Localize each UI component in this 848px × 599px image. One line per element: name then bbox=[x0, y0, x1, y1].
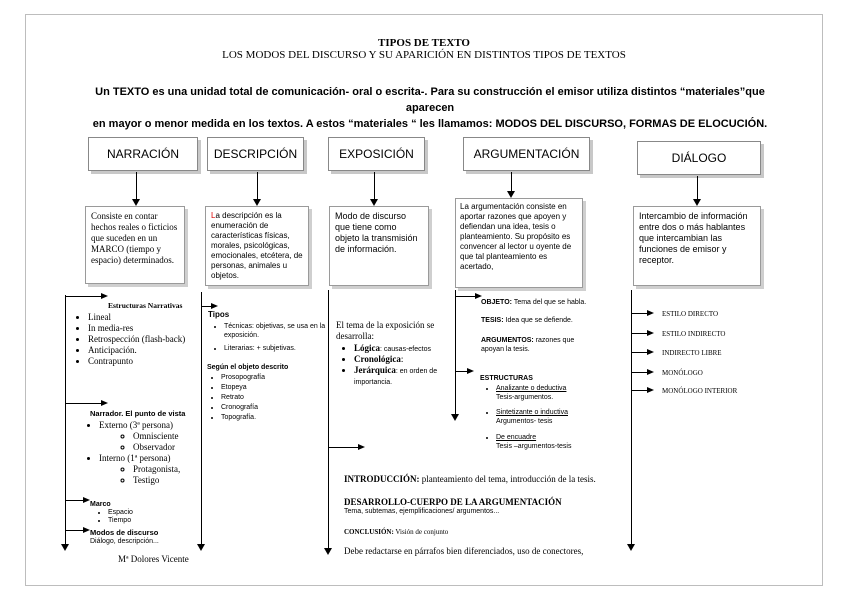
argumentacion-bracket-arrow bbox=[451, 414, 459, 421]
dialogo-bracket-arrow bbox=[627, 544, 635, 551]
narracion-branch-4 bbox=[65, 530, 83, 531]
descripcion-objeto-list bbox=[207, 373, 321, 423]
narracion-branch-3-arrow bbox=[83, 497, 90, 503]
descripcion-tipos-list bbox=[210, 322, 328, 353]
narracion-estructuras-list bbox=[74, 312, 208, 367]
dialogo-branch-3 bbox=[631, 352, 647, 353]
argumentacion-bracket bbox=[455, 290, 456, 416]
intro-line-1: Un TEXTO es una unidad total de comunicación- oral o escrita-. Para su construcción el emisor utiliza distintos “materiales”que aparecen bbox=[95, 86, 765, 114]
list-item: • Cronografía bbox=[221, 403, 321, 413]
intro-line-2: en mayor o menor medida en los textos. A estos “materiales “ les llamamos: MODOS DEL DISCURSO, FORMAS DE ELOCUCIÓN. bbox=[92, 118, 768, 130]
mode-exposicion-box bbox=[328, 137, 425, 171]
logica-label: Lógica bbox=[354, 343, 380, 353]
narracion-branch-1 bbox=[65, 296, 101, 297]
list-item: • Etopeya bbox=[221, 383, 321, 393]
narracion-branch-2-arrow bbox=[101, 400, 108, 406]
argumentacion-desarrollo-text: Tema, subtemas, ejemplificaciones/ argumentos... bbox=[344, 508, 500, 515]
argumentacion-branch-2-arrow bbox=[467, 368, 474, 374]
argumentacion-branch-1 bbox=[455, 296, 475, 297]
dialogo-branch-5 bbox=[631, 390, 647, 391]
argumentacion-objeto bbox=[481, 299, 591, 307]
narracion-modos-text: Diálogo, descripción... bbox=[90, 538, 159, 545]
descripcion-branch-1-arrow bbox=[211, 303, 218, 309]
mode-descripcion-label: DESCRIPCIÓN bbox=[213, 147, 298, 161]
argumentacion-introduccion bbox=[344, 474, 612, 485]
connector-dialogo bbox=[697, 176, 698, 201]
dialogo-estilo-directo: ESTILO DIRECTO bbox=[662, 310, 719, 318]
list-item: ◦ Omnisciente bbox=[133, 431, 224, 442]
argumentos-text: razones que apoyan la tesis. bbox=[481, 337, 575, 353]
dialogo-branch-1-arrow bbox=[647, 310, 654, 316]
objeto-text: Tema del que se habla. bbox=[512, 299, 587, 306]
list-item: • Retrospección (flash-back) bbox=[88, 334, 208, 345]
argumentacion-desarrollo-label: DESARROLLO-CUERPO DE LA ARGUMENTACIÓN bbox=[344, 497, 562, 507]
list-item bbox=[496, 433, 606, 451]
mode-argumentacion-box bbox=[463, 137, 590, 171]
dialogo-estilo-indirecto: ESTILO INDIRECTO bbox=[662, 330, 726, 338]
list-item: • Contrapunto bbox=[88, 356, 208, 367]
list-item: • Topografía. bbox=[221, 413, 321, 423]
list-item: • Anticipación. bbox=[88, 345, 208, 356]
exposicion-branch-1-arrow bbox=[358, 444, 365, 450]
narracion-branch-3 bbox=[65, 500, 83, 501]
tesis-label: TESIS: bbox=[481, 317, 504, 324]
sintetizante-sub: Argumentos- tesis bbox=[496, 418, 553, 425]
cronologica-label: Cronológica bbox=[354, 354, 401, 364]
arrow-dialogo bbox=[693, 199, 701, 206]
page-title: TIPOS DE TEXTO bbox=[378, 37, 470, 49]
list-item bbox=[496, 384, 606, 402]
dialogo-bracket bbox=[631, 290, 632, 546]
argumentacion-branch-2 bbox=[455, 371, 467, 372]
logica-text: : causas-efectos bbox=[380, 346, 431, 353]
cronologica-text: : bbox=[400, 354, 404, 364]
list-item bbox=[99, 420, 224, 453]
narracion-modos-title: Modos de discurso bbox=[90, 528, 159, 537]
dialogo-monologo-interior: MONÓLOGO INTERIOR bbox=[662, 387, 738, 395]
narracion-estructuras-title: Estructuras Narrativas bbox=[108, 301, 183, 310]
intro-text bbox=[70, 84, 790, 132]
encuadre-label: De encuadre bbox=[496, 434, 537, 441]
connector-argumentacion bbox=[511, 172, 512, 193]
mode-descripcion-box bbox=[207, 137, 304, 171]
conclusion-text: Visión de conjunto bbox=[393, 528, 449, 536]
argumentos-label: ARGUMENTOS: bbox=[481, 337, 534, 344]
narracion-branch-4-arrow bbox=[83, 527, 90, 533]
narrador-externo: Externo (3ª persona) bbox=[99, 420, 173, 430]
argumentacion-argumentos bbox=[481, 336, 599, 354]
list-item: ◦ Protagonista, bbox=[133, 464, 224, 475]
arrow-descripcion bbox=[253, 199, 261, 206]
dialogo-indirecto-libre: INDIRECTO LIBRE bbox=[662, 349, 722, 357]
narracion-narrador-title: Narrador. El punto de vista bbox=[90, 409, 186, 418]
narracion-marco-title: Marco bbox=[90, 501, 111, 508]
introduccion-text: planteamiento del tema, introducción de la tesis. bbox=[419, 474, 596, 484]
dialogo-monologo: MONÓLOGO bbox=[662, 369, 703, 377]
dialogo-branch-2-arrow bbox=[647, 330, 654, 336]
exposicion-branch-1 bbox=[328, 447, 358, 448]
narracion-bracket bbox=[65, 295, 66, 546]
descripcion-bracket bbox=[201, 292, 202, 546]
definition-descripcion bbox=[205, 206, 309, 286]
dialogo-branch-1 bbox=[631, 313, 647, 314]
exposicion-bracket-arrow bbox=[324, 548, 332, 555]
connector-descripcion bbox=[257, 172, 258, 201]
narracion-marco-list bbox=[94, 509, 188, 525]
mode-dialogo-label: DIÁLOGO bbox=[671, 151, 727, 165]
list-item: • Literarias: + subjetivas. bbox=[224, 344, 328, 353]
descripcion-tipos-title: Tipos bbox=[208, 310, 230, 319]
analizante-label: Analizante o deductiva bbox=[496, 385, 567, 392]
list-item: • In media-res bbox=[88, 323, 208, 334]
narracion-branch-1-arrow bbox=[101, 293, 108, 299]
dialogo-branch-4-arrow bbox=[647, 369, 654, 375]
list-item: ◦ Observador bbox=[133, 442, 224, 453]
narracion-bracket-arrow bbox=[61, 544, 69, 551]
definition-dialogo: Intercambio de información entre dos o más hablantes que intercambian las funciones de emisor y receptor. bbox=[633, 206, 761, 286]
narracion-narrador-list bbox=[85, 420, 224, 486]
list-item: • Técnicas: objetivas, se usa en la exposición. bbox=[224, 322, 328, 340]
dialogo-branch-3-arrow bbox=[647, 349, 654, 355]
exposicion-tema-list bbox=[340, 343, 472, 387]
author-name: Mª Dolores Vicente bbox=[118, 554, 189, 564]
list-item: • Prosopografía bbox=[221, 373, 321, 383]
definition-narracion: Consiste en contar hechos reales o ficticios que suceden en un MARCO (tiempo y espacio) determinados. bbox=[85, 206, 185, 284]
argumentacion-conclusion bbox=[344, 527, 604, 537]
jerarquica-text: : en orden de importancia. bbox=[354, 368, 438, 386]
jerarquica-label: Jerárquica bbox=[354, 365, 396, 375]
page-subtitle: LOS MODOS DEL DISCURSO Y SU APARICIÓN EN DISTINTOS TIPOS DE TEXTOS bbox=[222, 49, 626, 61]
descripcion-bracket-arrow bbox=[197, 544, 205, 551]
list-item: • Tiempo bbox=[108, 517, 188, 525]
definition-exposicion: Modo de discurso que tiene como objeto la transmisión de información. bbox=[329, 206, 429, 286]
introduccion-label: INTRODUCCIÓN: bbox=[344, 474, 420, 484]
exposicion-tema-intro: El tema de la exposición se desarrolla: bbox=[336, 320, 435, 341]
encuadre-sub: Tesis –argumentos-tesis bbox=[496, 443, 572, 450]
list-item: • Lineal bbox=[88, 312, 208, 323]
list-item: ◦ Testigo bbox=[133, 475, 224, 486]
list-item bbox=[99, 453, 224, 486]
tesis-text: Idea que se defiende. bbox=[503, 317, 573, 324]
connector-narracion bbox=[136, 172, 137, 201]
mode-narracion-box bbox=[88, 137, 198, 171]
argumentacion-tesis bbox=[481, 317, 591, 325]
list-item: • Espacio bbox=[108, 509, 188, 517]
narrador-interno: Interno (1ª persona) bbox=[99, 453, 171, 463]
dialogo-branch-4 bbox=[631, 372, 647, 373]
arrow-narracion bbox=[132, 199, 140, 206]
mode-argumentacion-label: ARGUMENTACIÓN bbox=[473, 147, 580, 161]
analizante-sub: Tesis-argumentos. bbox=[496, 394, 554, 401]
mode-exposicion-label: EXPOSICIÓN bbox=[339, 147, 414, 161]
arrow-argumentacion bbox=[507, 191, 515, 198]
descripcion-objeto-title: Según el objeto descrito bbox=[207, 364, 289, 371]
mode-narracion-label: NARRACIÓN bbox=[106, 147, 179, 161]
arrow-exposicion bbox=[370, 199, 378, 206]
definition-argumentacion: La argumentación consiste en aportar razones que apoyen y defiendan una idea, tesis o planteamiento. Su propósito es convencer al lector u oyente de que tal planteamiento es acertado, bbox=[455, 198, 583, 288]
argumentacion-redactar: Debe redactarse en párrafos bien diferenciados, uso de conectores, bbox=[344, 546, 584, 556]
dialogo-branch-2 bbox=[631, 333, 647, 334]
dialogo-branch-5-arrow bbox=[647, 387, 654, 393]
connector-exposicion bbox=[374, 172, 375, 201]
narracion-branch-2 bbox=[65, 403, 101, 404]
descripcion-branch-1 bbox=[201, 306, 211, 307]
definition-descripcion-text: a descripción es la enumeración de características físicas, morales, psicológicas, emocionales, etcétera, de personas, animales u objetos. bbox=[211, 211, 303, 280]
list-item: • Retrato bbox=[221, 393, 321, 403]
exposicion-bracket bbox=[328, 290, 329, 550]
mode-dialogo-box bbox=[637, 141, 761, 175]
drop-letter: L bbox=[211, 211, 216, 220]
conclusion-label: CONCLUSIÓN: bbox=[344, 528, 394, 536]
sintetizante-label: Sintetizante o inductiva bbox=[496, 409, 568, 416]
argumentacion-estructuras-title: ESTRUCTURAS bbox=[480, 375, 533, 382]
list-item bbox=[496, 408, 606, 426]
argumentacion-estructuras-list bbox=[482, 384, 606, 451]
objeto-label: OBJETO: bbox=[481, 299, 512, 306]
